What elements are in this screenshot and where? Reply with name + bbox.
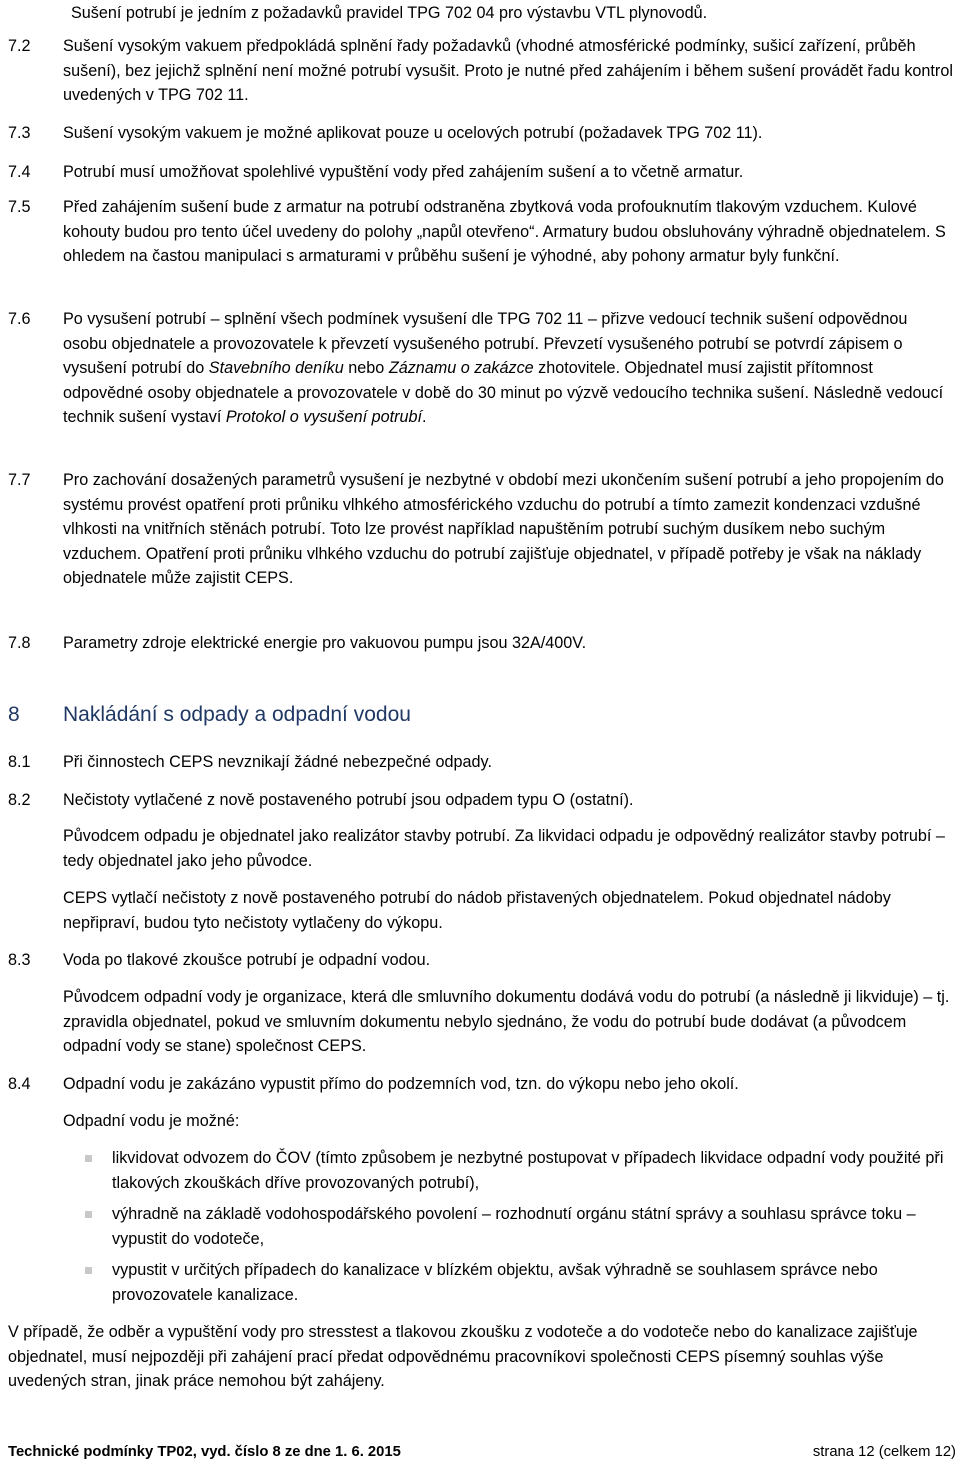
bullet-square-icon <box>85 1267 92 1274</box>
item-number: 7.5 <box>8 198 31 216</box>
list-item-text: výhradně na základě vodohospodářského povolení – rozhodnutí orgánu státní správy a souhlasu správce toku – vypustit do vodoteče, <box>112 1205 916 1248</box>
item-number: 8.1 <box>8 753 31 771</box>
paragraph: Odpadní vodu je možné: <box>63 1112 240 1130</box>
text-part: nebo <box>343 359 389 378</box>
item-text: Před zahájením sušení bude z armatur na potrubí odstraněna zbytková voda profouknutím tlakovým vzduchem. Kulové kohouty budou pro tento účel uvedeny do polohy „napůl otevřeno“. Armatury budou obsluhovány výhradně objednatelem. S ohledem na častou manipulaci s armaturami v průběhu sušení je výhodné, aby pohony armatur byly funkční. <box>63 198 946 266</box>
item-7-8 <box>8 631 956 656</box>
bullet-square-icon <box>85 1155 92 1162</box>
item-text: Pro zachování dosažených parametrů vysušení je nezbytné v období mezi ukončením sušení potrubí a jeho propojením do systému provést opatření proti průniku vlhkého atmosférického vzduchu do potrubí a tímto zamezit kondenzaci vzdušné vlhkosti na vnitřních stěnách potrubí. Toto lze provést například napuštěním potrubí suchým dusíkem nebo suchým vzduchem. Opatření proti průniku vlhkého vzduchu do potrubí zajišťuje objednatel, v případě potřeby je však na náklady objednatele může zajistit CEPS. <box>63 471 944 588</box>
item-8-1 <box>8 750 956 775</box>
item-number: 7.7 <box>8 471 31 489</box>
item-number: 8.2 <box>8 791 31 809</box>
section-heading <box>8 703 411 728</box>
bullet-square-icon <box>85 1211 92 1218</box>
item-number: 7.8 <box>8 634 31 652</box>
item-7-6 <box>8 307 956 430</box>
item-text: Sušení vysokým vakuem předpokládá splnění řady požadavků (vhodné atmosférické podmínky, sušicí zařízení, průběh sušení), bez jejichž splnění není možné potrubí vysušit. Proto je nutné před zahájením i během sušení provádět řadu kontrol uvedených v TPG 702 11. <box>63 37 953 105</box>
footer-document-info: Technické podmínky TP02, vyd. číslo 8 ze dne 1. 6. 2015 <box>8 1444 401 1460</box>
item-number: 7.6 <box>8 310 31 328</box>
item-8-4 <box>8 1072 956 1097</box>
item-number: 7.4 <box>8 163 31 181</box>
section-number: 8 <box>8 703 20 726</box>
item-text: Odpadní vodu je zakázáno vypustit přímo do podzemních vod, tzn. do výkopu nebo jeho okolí. <box>63 1075 739 1093</box>
text-part: . <box>422 408 427 427</box>
list-item-text: vypustit v určitých případech do kanalizace v blízkém objektu, avšak výhradně se souhlasem správce nebo provozovatele kanalizace. <box>112 1261 878 1304</box>
item-7-4 <box>8 160 956 185</box>
stavebni-denik-ref: Stavebního deníku <box>208 359 344 378</box>
item-number: 8.3 <box>8 951 31 969</box>
item-text: Voda po tlakové zkoušce potrubí je odpadní vodou. <box>63 951 431 969</box>
item-8-2 <box>8 788 956 813</box>
item-text: Potrubí musí umožňovat spolehlivé vypuštění vody před zahájením sušení a to včetně armatur. <box>63 163 744 181</box>
intro-line: Sušení potrubí je jedním z požadavků pravidel TPG 702 04 pro výstavbu VTL plynovodů. <box>71 4 708 22</box>
protokol-ref: Protokol o vysušení potrubí <box>225 408 423 427</box>
zaznam-o-zakazce-ref: Záznamu o zakázce <box>388 359 534 378</box>
item-number: 7.2 <box>8 37 31 55</box>
list-item <box>63 1202 955 1251</box>
item-number: 7.3 <box>8 124 31 142</box>
list-item <box>63 1146 955 1195</box>
item-text: Parametry zdroje elektrické energie pro vakuovou pumpu jsou 32A/400V. <box>63 634 587 652</box>
item-7-2 <box>8 34 956 108</box>
item-text: Nečistoty vytlačené z nově postaveného potrubí jsou odpadem typu O (ostatní). <box>63 791 634 809</box>
item-7-7 <box>8 468 956 591</box>
paragraph: Původcem odpadní vody je organizace, která dle smluvního dokumentu dodává vodu do potrubí (a následně ji likviduje) – tj. zpravidla objednatel, pokud ve smluvním dokumentu nebylo sjednáno, že vodu do potrubí bude dodávat (a původcem odpadní vody se stane) společnost CEPS. <box>63 988 950 1056</box>
item-text: Sušení vysokým vakuem je možné aplikovat pouze u ocelových potrubí (požadavek TPG 702 11). <box>63 124 763 142</box>
bullet-list <box>63 1146 955 1315</box>
item-number: 8.4 <box>8 1075 31 1093</box>
text-part: zhotovitele. Objednatel musí zajistit přítomnost odpovědné osoby objednatele a provozovatele v době do 30 minut po výzvě vedoucího technika sušení. Následně vedoucí technik sušení vystaví <box>63 359 944 427</box>
page-footer <box>8 1442 956 1462</box>
item-8-3 <box>8 948 956 973</box>
paragraph: Původcem odpadu je objednatel jako realizátor stavby potrubí. Za likvidaci odpadu je odpovědný realizátor stavby potrubí – tedy objednatel jako jeho původce. <box>63 827 945 870</box>
item-text <box>63 307 955 430</box>
item-7-5 <box>8 195 956 269</box>
closing-paragraph: V případě, že odběr a vypuštění vody pro stresstest a tlakovou zkoušku z vodoteče a do vodoteče nebo do kanalizace zajišťuje objednatel, musí nejpozději při zahájení prací předat odpovědnému pracovníkovi společnosti CEPS písemný souhlas výše uvedených stran, jinak práce nemohou být zahájeny. <box>8 1323 918 1391</box>
text-part: Po vysušení potrubí – splnění všech podmínek vysušení dle TPG 702 11 – přizve vedoucí technik sušení odpovědnou osobu objednatele a provozovatele k převzetí vysušeného potrubí. Převzetí vysušeného potrubí se potvrdí zápisem o vysušení potrubí do <box>63 310 908 378</box>
item-7-3 <box>8 121 956 146</box>
item-text: Při činnostech CEPS nevznikají žádné nebezpečné odpady. <box>63 753 492 771</box>
list-item-text: likvidovat odvozem do ČOV (tímto způsobem je nezbytné postupovat v případech likvidace odpadní vody použité při tlakových zkouškách dříve provozovaných potrubí), <box>112 1149 944 1192</box>
footer-page-number: strana 12 (celkem 12) <box>812 1444 956 1460</box>
paragraph: CEPS vytlačí nečistoty z nově postaveného potrubí do nádob přistavených objednatelem. Pokud objednatel nádoby nepřipraví, budou tyto nečistoty vytlačeny do výkopu. <box>63 889 891 932</box>
section-title: Nakládání s odpady a odpadní vodou <box>63 703 411 726</box>
list-item <box>63 1258 955 1307</box>
